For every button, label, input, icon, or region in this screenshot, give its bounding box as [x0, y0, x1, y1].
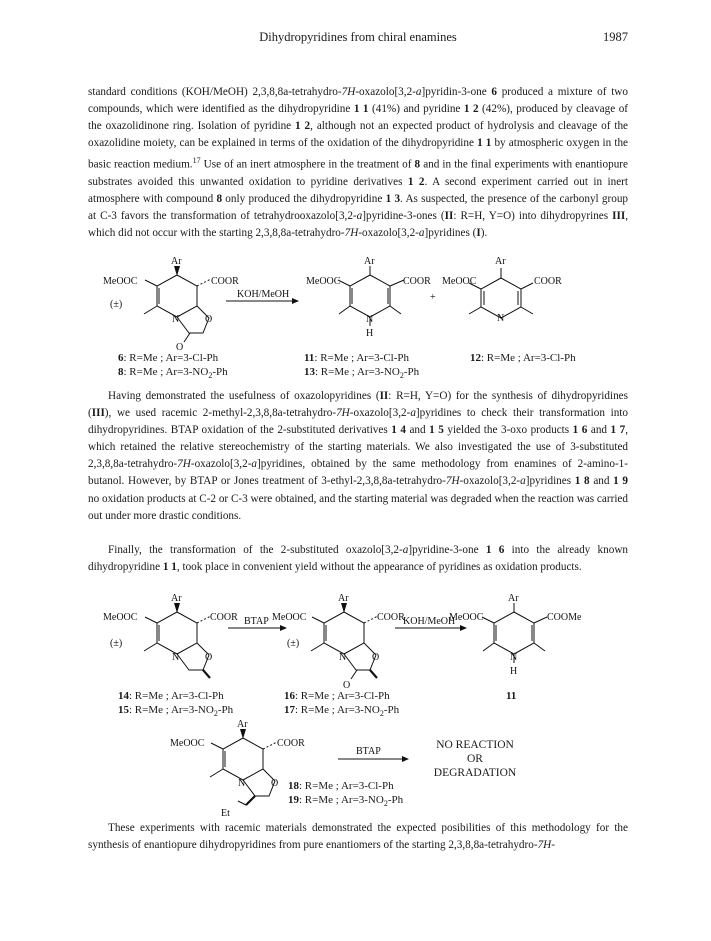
- s3-o: O: [271, 778, 279, 789]
- s1-coor-b: COOR: [403, 276, 431, 287]
- s2-reagent-1: BTAP: [244, 616, 269, 627]
- s1-o-b: O: [176, 342, 184, 353]
- s1-meooc-a: MeOOC: [103, 276, 138, 287]
- label-compound-12: 12: R=Me ; Ar=3-Cl-Ph: [470, 352, 576, 364]
- s2-ar-a: Ar: [171, 593, 182, 604]
- s2-meooc-c: MeOOC: [449, 612, 484, 623]
- label-compound-15: 15: R=Me ; $Ar=3-NO_2-Ph$: [118, 704, 234, 719]
- s2-n-c: N: [510, 652, 518, 663]
- s1-o-a: O: [205, 314, 213, 325]
- s3-n: N: [238, 778, 246, 789]
- s1-n-a: N: [172, 314, 180, 325]
- s2-racemic-a: (±): [110, 638, 123, 649]
- paragraph-3: Finally, the transformation of the 2-substituted oxazolo[3,2-a]pyridine-3-one 1 6 into the already known dihydropyridine 1 1, took place in convenient yield without the appearance of pyridines as oxidation products.: [88, 544, 629, 574]
- s1-meooc-b: MeOOC: [306, 276, 341, 287]
- label-compound-6: 6: R=Me ; Ar=3-Cl-Ph: [118, 352, 219, 364]
- s1-n-c: N: [497, 313, 505, 324]
- label-compound-14: 14: R=Me ; Ar=3-Cl-Ph: [118, 690, 224, 702]
- s2-coor-b: COOR: [377, 612, 405, 623]
- s1-coor-a: COOR: [211, 276, 239, 287]
- s2-n-a: N: [172, 652, 180, 663]
- label-compound-19: 19: R=Me ; $Ar=3-NO_2-Ph$: [288, 794, 404, 809]
- s1-reagent: KOH/MeOH: [237, 289, 290, 300]
- no-reaction-note: NO REACTION OR DEGRADATION: [433, 739, 517, 779]
- s1-racemic: (±): [110, 299, 123, 310]
- label-compound-16: 16: R=Me ; Ar=3-Cl-Ph: [284, 690, 390, 702]
- s1-ar-c: Ar: [495, 256, 506, 267]
- label-compound-8: 8: R=Me ; $Ar=3-NO_2-Ph$: [118, 366, 228, 381]
- s2-coome: COOMe: [547, 612, 582, 623]
- s2-o-c: O: [343, 680, 351, 691]
- s1-ar-a: Ar: [171, 256, 182, 267]
- s2-o-a: O: [205, 652, 213, 663]
- s3-meooc: MeOOC: [170, 738, 205, 749]
- s2-ar-b: Ar: [338, 593, 349, 604]
- s1-h: H: [366, 328, 374, 339]
- s2-h: H: [510, 666, 518, 677]
- s2-o-b: O: [372, 652, 380, 663]
- paragraph-2: Having demonstrated the usefulness of oxazolopyridines (II: R=H, Y=O) for the synthesis of dihydropyridines (III), we used racemic 2-methyl-2,3,8,8a-tetrahydro-7H-oxazolo[3,2-a]pyridines to check their transformation into dihydropyridines. BTAP oxidation of the 2-substituted derivatives 1 4 and 1 5 yielded the 3-oxo products 1 6 and 1 7, which retained the relative stereochemistry of the starting materials. We also investigated the use of 3-substituted 2,3,8,8a-tetrahydro-7H-oxazolo[3,2-a]pyridines, obtained by the same methodology from enamines of 2-amino-1-butanol. However, by BTAP or Jones treatment of 3-ethyl-2,3,8,8a-tetrahydro-7H-oxazolo[3,2-a]pyridines 1 8 and 1 9 no oxidation products at C-2 or C-3 were obtained, and the starting material was degraded when the reaction was carried out under more drastic conditions.: [88, 390, 629, 522]
- label-compound-11-b: 11: [506, 690, 517, 702]
- s2-meooc-b: MeOOC: [272, 612, 307, 623]
- label-compound-13: 13: R=Me ; $Ar=3-NO_2-Ph$: [304, 366, 420, 381]
- paragraph-4: These experiments with racemic materials demonstrated the expected posibilities of this methodology for the synthesis of enantiopure dihydropyridines from pure enantiomers of the starting 2,3,8,8a-tetrahydro-7H-: [88, 822, 628, 852]
- s1-n-b: N: [366, 314, 374, 325]
- s2-ar-c: Ar: [508, 593, 519, 604]
- s1-ar-b: Ar: [364, 256, 375, 267]
- s3-ar: Ar: [237, 719, 248, 730]
- paragraph-1: standard conditions (KOH/MeOH) 2,3,8,8a-tetrahydro-7H-oxazolo[3,2-a]pyridin-3-one 6 produced a mixture of two compounds, which were identified as the dihydropyridine 1 1 (41%) and pyridine 1 2 (42%), produced by cleavage of the oxazolidinone ring. Isolation of pyridine 1 2, although not an expected product of hydrolysis and cleavage of the oxazolidine moiety, can be explained in terms of the oxidation of the dihydropyridine 1 1 by atmospheric oxygen in the basic reaction medium.$^{17}$ Use of an inert atmosphere in the treatment of 8 and in the final experiments with enantiopure substrates avoided this unwanted oxidation to pyridine derivatives 1 2. A second experiment carried out in inert atmosphere with compound 8 only produced the dihydropyridine 1 3. As suspected, the presence of the carbonyl group at C-3 favors the transformation of tetrahydrooxazolo[3,2-a]pyridine-3-ones (II: R=H, Y=O) into dihydropyrines III, which did not occur with the starting 2,3,8,8a-tetrahydro-7H-oxazolo[3,2-a]pyridines (I).: [88, 86, 629, 240]
- s2-reagent-2: KOH/MeOH: [403, 616, 456, 627]
- s1-meooc-c: MeOOC: [442, 276, 477, 287]
- label-compound-18: 18: R=Me ; Ar=3-Cl-Ph: [288, 780, 394, 792]
- s2-meooc-a: MeOOC: [103, 612, 138, 623]
- running-title: Dihydropyridines from chiral enamines: [259, 30, 457, 44]
- s3-et: Et: [221, 808, 230, 819]
- s3-reagent: BTAP: [356, 746, 381, 757]
- s3-coor: COOR: [277, 738, 305, 749]
- s2-racemic-b: (±): [287, 638, 300, 649]
- s2-n-b: N: [339, 652, 347, 663]
- label-compound-17: 17: R=Me ; $Ar=3-NO_2-Ph$: [284, 704, 400, 719]
- s2-coor-a: COOR: [210, 612, 238, 623]
- page-number: 1987: [603, 30, 628, 44]
- label-compound-11: 11: R=Me ; Ar=3-Cl-Ph: [304, 352, 410, 364]
- s1-coor-c: COOR: [534, 276, 562, 287]
- reference-17: 17: [192, 156, 201, 166]
- s1-plus: +: [430, 292, 436, 303]
